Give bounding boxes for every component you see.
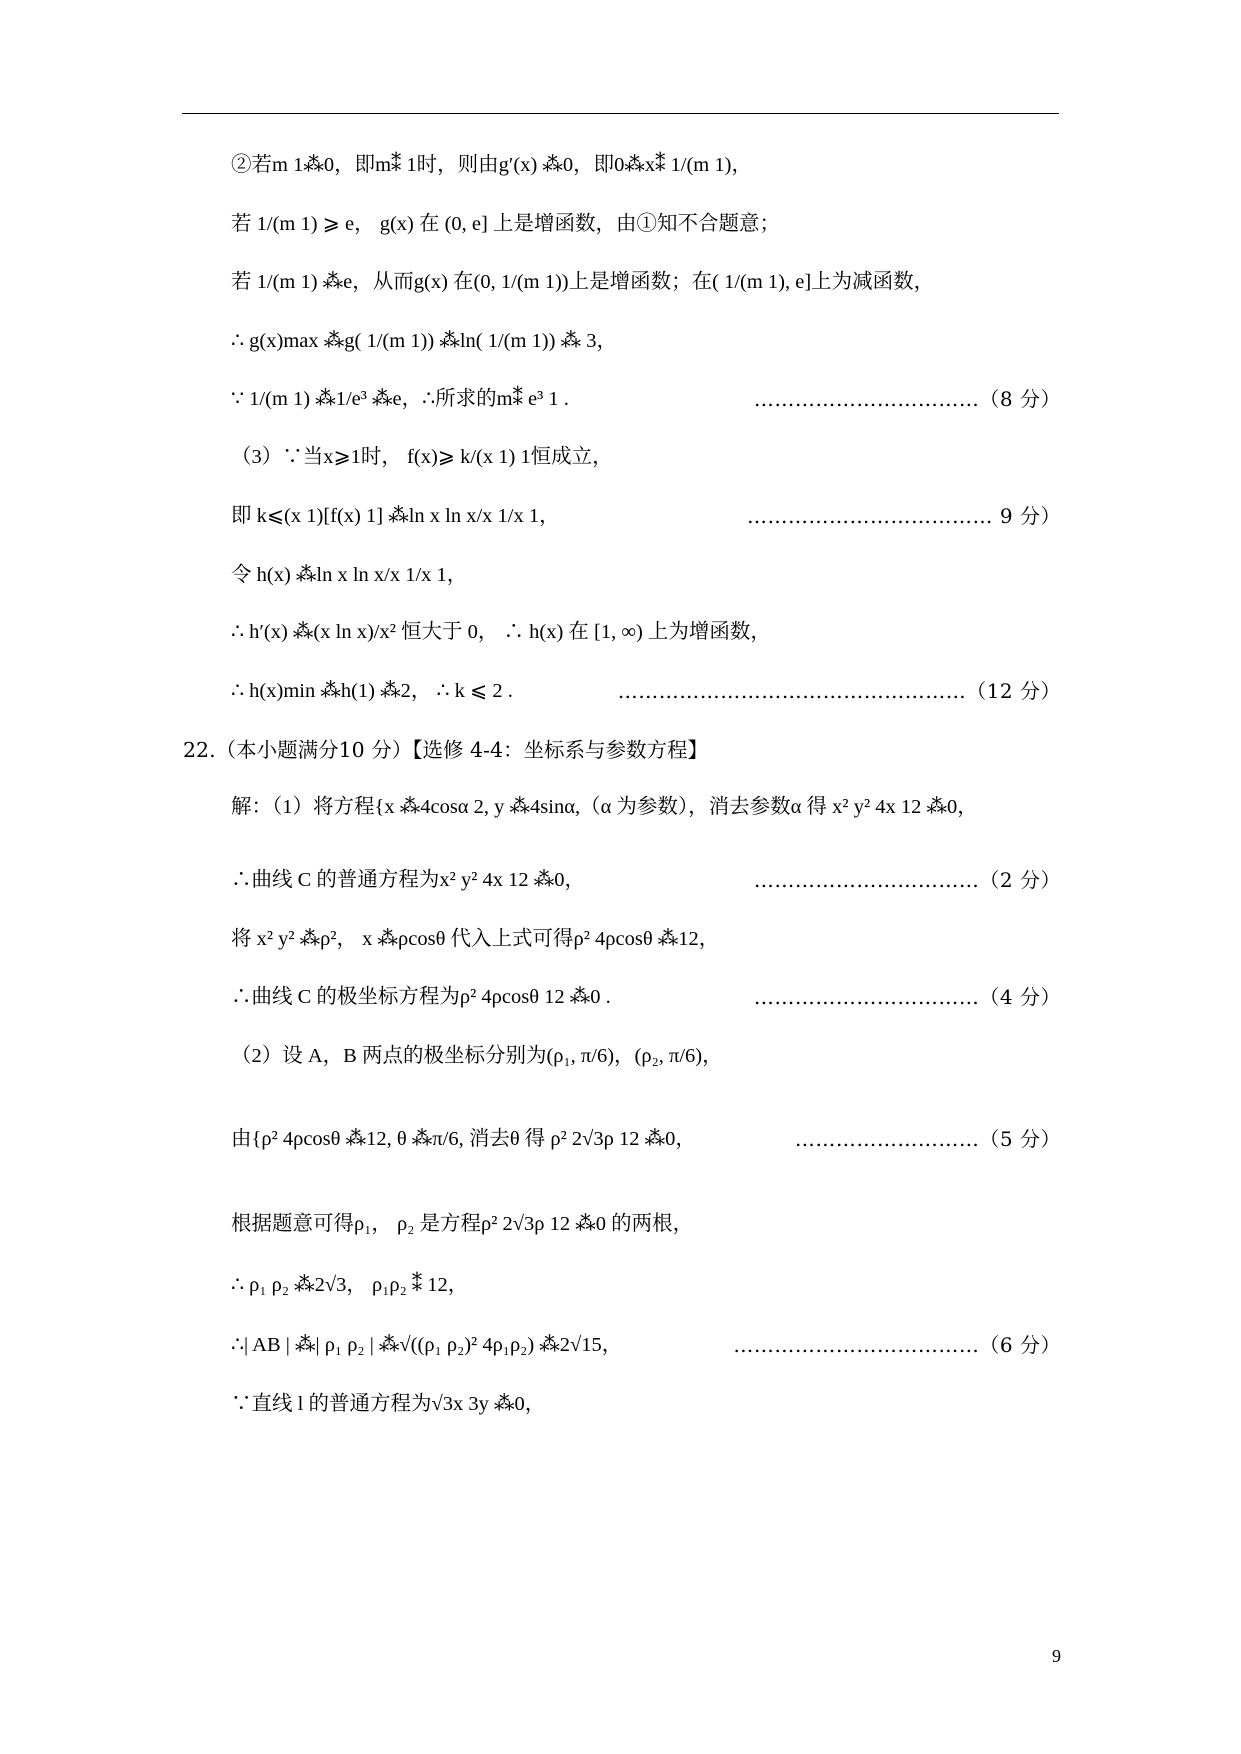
score-6: ………………………………（6 分）: [733, 1333, 1061, 1357]
text-line-3: 若 1/(m 1) ⁂e，从而g(x) 在(0, 1/(m 1))上是增函数；在( 1/(m 1), e]上为减函数，: [231, 271, 935, 293]
text-line-16: 由{ρ² 4ρcosθ ⁂12, θ ⁂π/6, 消去θ 得 ρ² 2√3ρ 12 ⁂0，: [231, 1128, 696, 1150]
text-line-18: ∴ ρ₁ ρ₂ ⁂2√3， ρ₁ρ₂ ⁑ 12，: [231, 1274, 469, 1296]
score-8: ……………………………（8 分）: [753, 387, 1061, 411]
page-number: 9: [1052, 1646, 1061, 1666]
text-line-12: ∴曲线 C 的普通方程为x² y² 4x 12 ⁂0，: [231, 869, 585, 891]
text-line-11: 解：（1）将方程{x ⁂4cosα 2, y ⁂4sinα,（α 为参数），消去参数α 得 x² y² 4x 12 ⁂0，: [231, 796, 978, 818]
text-line-5: ∵ 1/(m 1) ⁂1/e³ ⁂e，∴所求的m⁑ e³ 1 .: [231, 388, 569, 410]
text-line-19: ∴| AB | ⁂| ρ₁ ρ₂ | ⁂√((ρ₁ ρ₂)² 4ρ₁ρ₂) ⁂2√15，: [231, 1334, 623, 1356]
score-5: ………………………（5 分）: [794, 1127, 1061, 1151]
text-line-13: 将 x² y² ⁂ρ²， x ⁂ρcosθ 代入上式可得ρ² 4ρcosθ ⁂12，: [231, 928, 720, 950]
text-line-8: 令 h(x) ⁂ln x ln x/x 1/x 1，: [231, 564, 468, 586]
text-line-10: ∴ h(x)min ⁂h(1) ⁂2， ∴ k ⩽ 2 .: [231, 680, 513, 702]
score-4: ……………………………（4 分）: [753, 985, 1061, 1009]
score-12: ……………………………………………（12 分）: [617, 679, 1061, 703]
header-rule: [182, 113, 1059, 114]
text-line-20: ∵直线 l 的普通方程为√3x 3y ⁂0，: [231, 1393, 546, 1415]
text-line-14: ∴曲线 C 的极坐标方程为ρ² 4ρcosθ 12 ⁂0 .: [231, 986, 611, 1008]
text-line-7: 即 k⩽(x 1)[f(x) 1] ⁂ln x ln x/x 1/x 1，: [231, 505, 560, 527]
section-heading-22: 22.（本小题满分10 分）【选修 4-4：坐标系与参数方程】: [183, 738, 708, 762]
text-line-1: ②若m 1⁂0，即m⁑ 1时，则由g′(x) ⁂0，即0⁂x⁑ 1/(m 1)，: [231, 154, 752, 176]
text-line-6: （3）∵当x⩾1时， f(x)⩾ k/(x 1) 1恒成立，: [231, 446, 613, 468]
score-2: ……………………………（2 分）: [753, 868, 1061, 892]
text-line-4: ∴ g(x)max ⁂g( 1/(m 1)) ⁂ln( 1/(m 1)) ⁂ 3，: [231, 330, 617, 352]
text-line-15: （2）设 A，B 两点的极坐标分别为(ρ₁, π/6)，(ρ₂, π/6)，: [231, 1045, 723, 1067]
score-9: ……………………………… 9 分）: [747, 504, 1061, 528]
text-line-2: 若 1/(m 1) ⩾ e， g(x) 在 (0, e] 上是增函数，由①知不合题意；: [231, 213, 780, 235]
text-line-17: 根据题意可得ρ₁， ρ₂ 是方程ρ² 2√3ρ 12 ⁂0 的两根，: [231, 1213, 694, 1235]
text-line-9: ∴ h′(x) ⁂(x ln x)/x² 恒大于 0， ∴ h(x) 在 [1, ∞) 上为增函数，: [231, 621, 771, 643]
